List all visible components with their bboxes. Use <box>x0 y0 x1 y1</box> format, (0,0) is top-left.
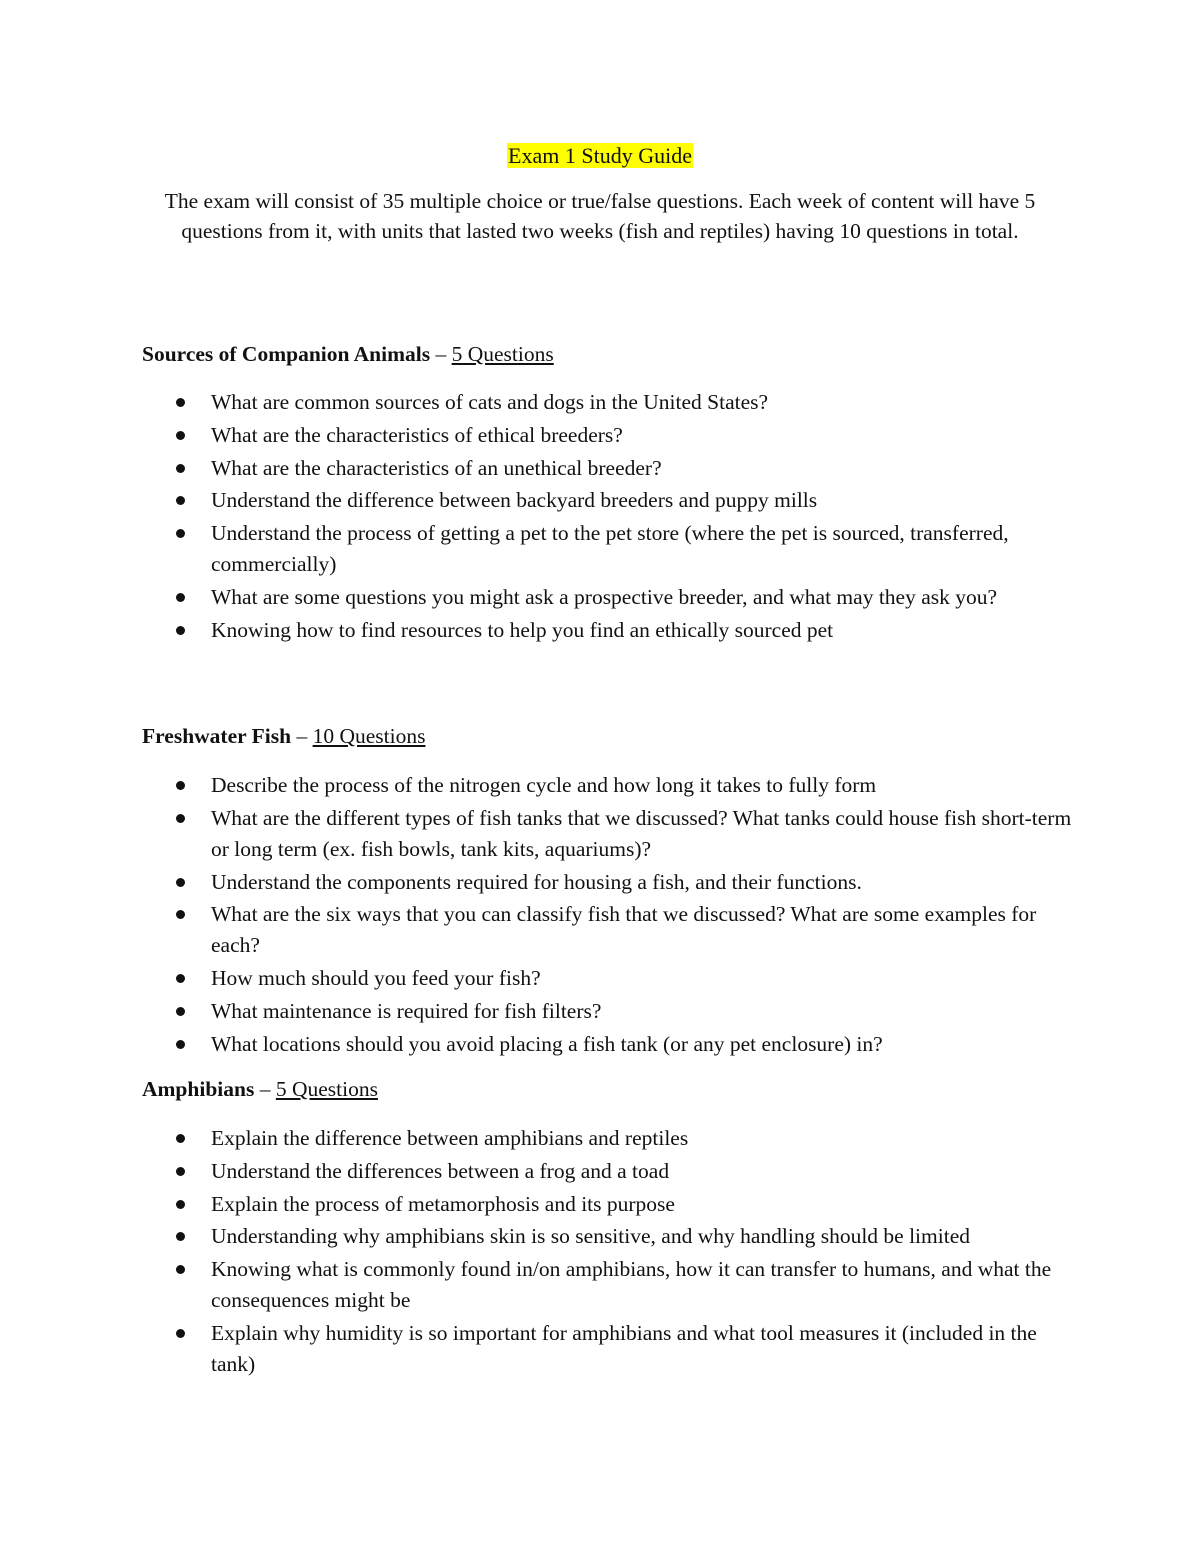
bullet-icon <box>176 1200 185 1209</box>
bullet-icon <box>176 529 185 538</box>
list-item <box>142 996 1072 1027</box>
list-item <box>142 963 1072 994</box>
list-item-text: Understanding why amphibians skin is so sensitive, and why handling should be limited <box>211 1224 970 1249</box>
section-name: Sources of Companion Animals <box>142 342 431 366</box>
list-item-text: Explain why humidity is so important for amphibians and what tool measures it (included in the tank) <box>211 1320 1037 1376</box>
bullet-icon <box>176 1007 185 1016</box>
section-sources-of-companion-animals <box>142 339 1072 648</box>
list-item <box>142 582 1072 613</box>
bullet-icon <box>176 464 185 473</box>
list-item <box>142 770 1072 801</box>
bullet-icon <box>176 910 185 919</box>
title-line <box>0 140 1200 172</box>
section-freshwater-fish <box>142 721 1072 1062</box>
list-item <box>142 1189 1072 1220</box>
question-count: 5 Questions <box>275 1077 378 1101</box>
list-item-text: Explain the difference between amphibians and reptiles <box>211 1126 689 1150</box>
list-item-text: Describe the process of the nitrogen cycle and how long it takes to fully form <box>211 773 877 797</box>
section-name: Amphibians <box>142 1077 255 1101</box>
bullet-icon <box>176 781 185 790</box>
list-item <box>142 1254 1072 1316</box>
list-item-text: Knowing how to find resources to help you find an ethically sourced pet <box>211 617 834 642</box>
list-item-text: Knowing what is commonly found in/on amphibians, how it can transfer to humans, and what the consequences might be <box>211 1257 1052 1313</box>
question-count: 10 Questions <box>312 724 426 748</box>
bullet-icon <box>176 431 185 440</box>
section-separator: – <box>291 724 313 748</box>
list-item-text: What are the different types of fish tanks that we discussed? What tanks could house fish short-term or long term (ex. fish bowls, tank kits, aquariums)? <box>211 805 1072 861</box>
list-item <box>142 1123 1072 1154</box>
bullet-icon <box>176 398 185 407</box>
bullet-list <box>142 1123 1072 1380</box>
bullet-icon <box>176 974 185 983</box>
section-heading <box>142 721 1072 751</box>
list-item <box>142 485 1072 516</box>
bullet-icon <box>176 1040 185 1049</box>
list-item <box>142 1221 1072 1252</box>
list-item <box>142 387 1072 418</box>
list-item-text: What locations should you avoid placing a fish tank (or any pet enclosure) in? <box>211 1031 883 1056</box>
bullet-icon <box>176 1134 185 1143</box>
list-item-text: Explain the process of metamorphosis and its purpose <box>211 1191 675 1216</box>
intro-paragraph: The exam will consist of 35 multiple choice or true/false questions. Each week of content will have 5 questions from it, with units that lasted two weeks (fish and reptiles) having 10 questions in total. <box>164 189 1036 243</box>
section-name: Freshwater Fish <box>142 724 292 748</box>
list-item-text: Understand the process of getting a pet to the pet store (where the pet is sourced, transferred, commercially) <box>211 521 1009 577</box>
list-item <box>142 1318 1072 1380</box>
bullet-icon <box>176 593 185 602</box>
list-item <box>142 453 1072 484</box>
list-item <box>142 615 1072 646</box>
list-item-text: What are the six ways that you can classify fish that we discussed? What are some examples for each? <box>211 902 1037 958</box>
bullet-icon <box>176 1265 185 1274</box>
bullet-icon <box>176 1329 185 1338</box>
list-item <box>142 803 1072 865</box>
section-heading <box>142 339 1072 369</box>
list-item-text: What are the characteristics of ethical breeders? <box>211 422 623 447</box>
list-item-text: What maintenance is required for fish filters? <box>211 998 602 1023</box>
document-title: Exam 1 Study Guide <box>508 143 692 168</box>
section-amphibians <box>142 1074 1072 1382</box>
list-item-text: Understand the difference between backyard breeders and puppy mills <box>211 488 818 513</box>
bullet-icon <box>176 1232 185 1241</box>
list-item <box>142 1029 1072 1060</box>
section-heading <box>142 1074 1072 1104</box>
list-item-text: Understand the differences between a frog and a toad <box>211 1158 670 1183</box>
bullet-list <box>142 387 1072 646</box>
bullet-icon <box>176 878 185 887</box>
list-item-text: How much should you feed your fish? <box>211 966 541 991</box>
question-count: 5 Questions <box>451 342 554 366</box>
list-item-text: Understand the components required for housing a fish, and their functions. <box>211 869 862 894</box>
list-item <box>142 420 1072 451</box>
list-item <box>142 518 1072 580</box>
list-item-text: What are common sources of cats and dogs in the United States? <box>211 390 769 414</box>
list-item-text: What are some questions you might ask a prospective breeder, and what may they ask you? <box>211 584 998 609</box>
bullet-list <box>142 770 1072 1060</box>
bullet-icon <box>176 496 185 505</box>
bullet-icon <box>176 626 185 635</box>
section-separator: – <box>254 1077 276 1101</box>
list-item <box>142 867 1072 898</box>
list-item-text: What are the characteristics of an unethical breeder? <box>211 455 662 480</box>
list-item <box>142 899 1072 961</box>
bullet-icon <box>176 1167 185 1176</box>
list-item <box>142 1156 1072 1187</box>
bullet-icon <box>176 814 185 823</box>
section-separator: – <box>430 342 452 366</box>
